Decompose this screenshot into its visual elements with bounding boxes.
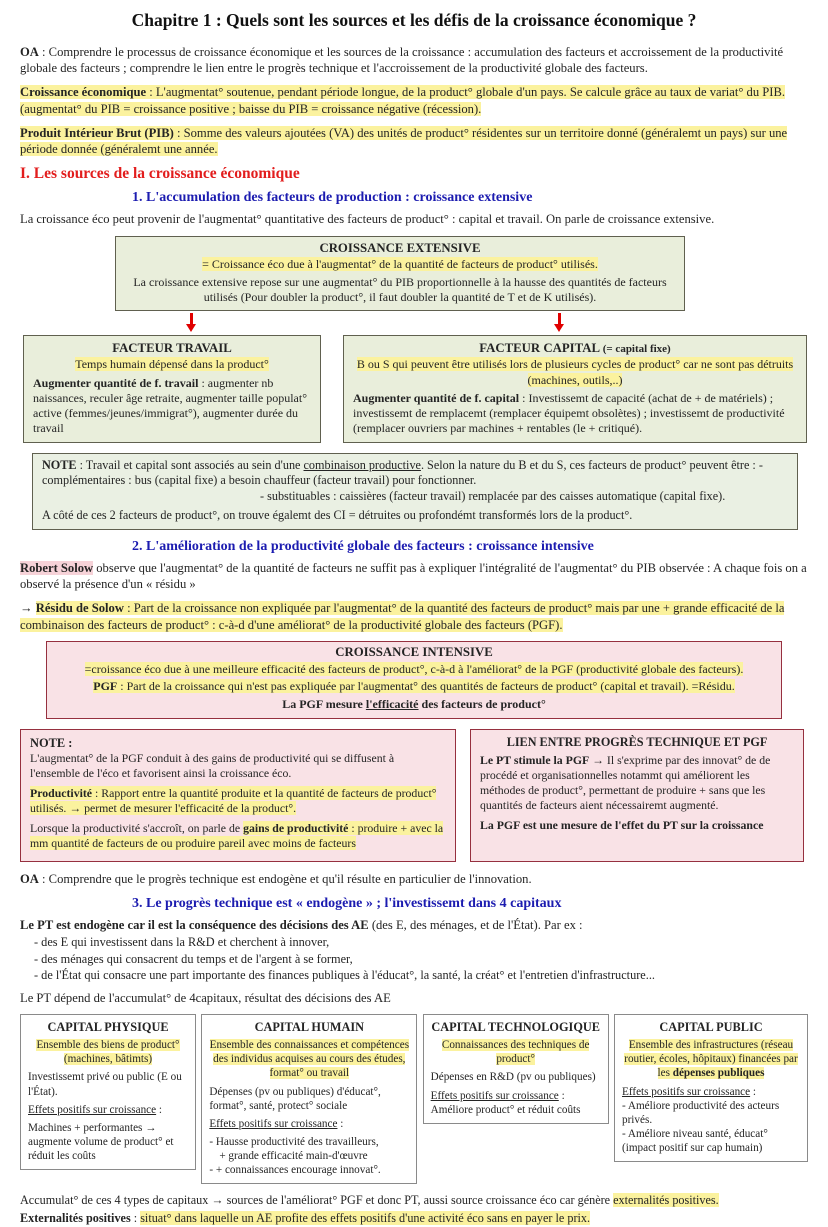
- body-lead: Augmenter quantité de f. capital: [353, 390, 520, 405]
- effects-label: [431, 1089, 601, 1103]
- definition-pib: [20, 125, 808, 157]
- highlighted-definition: =croissance éco due à une meilleure efficacité des facteurs de product°, c-à-d à l'améliorat° de la PGF (productivité globale des facteurs).: [84, 661, 744, 676]
- note-text: : Travail et capital sont associés au sein d'une: [76, 457, 304, 472]
- intensive-line-3: [54, 697, 774, 713]
- summary-post: des facteurs de product°: [418, 697, 546, 712]
- subsection-3-heading: 3. Le progrès technique est « endogène » ; l'investissemt dans 4 capitaux: [132, 895, 562, 911]
- body-lead: Augmenter quantité de f. travail: [33, 375, 199, 390]
- box-definition: [33, 357, 311, 372]
- note-box-1: [32, 453, 798, 530]
- pt-depend-paragraph: Le PT dépend de l'accumulat° de 4capitaux, résultat des décisions des AE: [20, 991, 391, 1006]
- box-body: Investissemt privé ou public (E ou l'État).: [28, 1071, 182, 1098]
- effects-item: - Améliore niveau santé, éducat° (impact positif sur cap humain): [621, 1127, 768, 1155]
- definition-croissance: [20, 84, 808, 116]
- effects-item: + grande efficacité main-d'œuvre: [219, 1150, 368, 1163]
- definition-term: Croissance économique: [20, 85, 147, 100]
- lien-paragraph-2: [480, 818, 794, 833]
- effects-label: [28, 1103, 188, 1117]
- lead-rest: (des E, des ménages, et de l'État). Par ex :: [368, 917, 583, 932]
- highlighted-definition: Ensemble des connaissances et compétences des individus acquises au cours des études, format° ou travail: [209, 1039, 410, 1080]
- subsection-1-heading: 1. L'accumulation des facteurs de production : croissance extensive: [132, 190, 533, 206]
- capitals-row: [20, 1014, 808, 1184]
- effects-item: - Améliore productivité des acteurs privés.: [621, 1099, 780, 1126]
- note2-paragraph-1: L'augmentat° de la PGF conduit à des gains de productivité qui se diffusent à l'ensemble de l'éco et favorisent ainsi la croissance éco.: [30, 750, 395, 780]
- note-label: NOTE: [42, 457, 77, 472]
- note-box-2: [20, 729, 456, 863]
- capital-public-box: [614, 1014, 808, 1162]
- note-label-text: NOTE :: [30, 735, 73, 750]
- body-text: : Investissemt de capacité (achat de + de matériels) ; investissemt de remplacemt (remplacer équipemt obsolètes) ; investissemt de productivité (remplacer ouvriers par machines + rentables (le + critiqué).: [353, 390, 785, 436]
- objective-text: : Comprendre que le progrès technique est endogène et qu'il résulte en particulier de l'innovation.: [38, 872, 532, 887]
- box-title: [353, 341, 797, 356]
- underlined-label: Effets positifs sur croissance: [621, 1085, 751, 1098]
- box-definition: [353, 357, 797, 387]
- note-text: . Selon la nature du B et du S, ces facteurs de product° peuvent être : - complémentaires : bus (capital fixe) a besoin chauffeur (facteur travail) pour fonctionner.: [42, 457, 763, 488]
- croissance-extensive-box: [115, 236, 685, 312]
- title-main: FACTEUR CAPITAL: [479, 341, 600, 356]
- box-definition: [622, 1038, 800, 1080]
- lien-lead: Le PT stimule la PGF: [480, 752, 590, 767]
- note2-paragraph-3: [30, 821, 446, 851]
- lien-pt-pgf-box: [470, 729, 804, 863]
- effects-item: - Hausse productivité des travailleurs,: [209, 1135, 379, 1148]
- box-definition: [126, 257, 674, 272]
- box-definition: [209, 1038, 409, 1080]
- label-sep: :: [750, 1085, 757, 1098]
- footer-highlight: externalités positives.: [613, 1193, 719, 1208]
- term-sep: :: [130, 1210, 141, 1225]
- definition-term: Produit Intérieur Brut (PIB): [20, 125, 174, 140]
- croissance-intensive-box: [46, 641, 782, 719]
- bullet-entreprises: - des E qui investissent dans la R&D et cherchent à innover,: [34, 934, 330, 949]
- page-title: Chapitre 1 : Quels sont les sources et les défis de la croissance économique ?: [131, 10, 697, 30]
- highlighted-definition: B ou S qui peuvent être utilisés lors de plusieurs cycles de product° car ne sont pas détruits (machines, outils,..): [356, 357, 794, 387]
- note-line-3: A côté de ces 2 facteurs de product°, on trouve égalemt des CI = détruites ou profondémt transformés lors de la product°.: [42, 508, 633, 523]
- bullet-menages: - des ménages qui consacrent du temps et de l'argent à se former,: [34, 951, 353, 966]
- productivite-text: : Rapport entre la quantité produite et la quantité de facteurs de product° utilisés. → permet de mesurer l'efficacité de la product°.: [30, 785, 437, 816]
- definition-bold: dépenses publiques: [672, 1067, 765, 1080]
- externalites-text: situat° dans laquelle un AE profite des effets positifs d'une activité éco sans en payer le prix.: [140, 1210, 591, 1225]
- box-title: CAPITAL PUBLIC: [659, 1020, 763, 1035]
- capital-physique-box: [20, 1014, 196, 1170]
- box-body: [33, 376, 311, 437]
- solow-paragraph: [20, 560, 808, 592]
- objective-label: OA: [20, 45, 39, 59]
- box-title: CROISSANCE EXTENSIVE: [319, 240, 481, 255]
- arrow-down-right-icon: [558, 313, 561, 325]
- flow-arrows: [20, 313, 808, 332]
- underlined-term: combinaison productive: [303, 457, 421, 472]
- footer-line-1: [20, 1193, 808, 1209]
- box-title: CROISSANCE INTENSIVE: [335, 644, 493, 659]
- underlined-label: Effets positifs sur croissance: [209, 1117, 338, 1130]
- pgf-term: PGF: [93, 679, 118, 694]
- pt-endogene-lead: [20, 917, 808, 933]
- solow-name: Robert Solow: [20, 560, 94, 575]
- residu-text: : Part de la croissance non expliquée par l'augmentat° de la quantité des facteurs de product° mais par une + grande efficacité de la combinaison des facteurs de product° : c-à-d d'une améliorat° de la productivité globale des facteurs (PGF).: [20, 601, 785, 632]
- subsection-2-heading: 2. L'amélioration de la productivité globale des facteurs : croissance intensive: [132, 538, 594, 554]
- effects-label: [209, 1117, 409, 1131]
- label-sep: :: [337, 1117, 344, 1130]
- highlighted-definition: Temps humain dépensé dans la product°: [75, 357, 269, 372]
- gains-pre: Lorsque la productivité s'accroît, on parle de: [30, 821, 244, 836]
- residu-paragraph: [20, 600, 808, 632]
- highlighted-definition: Ensemble des infrastructures (réseau routier, écoles, hôpitaux) financées par les: [624, 1039, 798, 1080]
- intensive-line-2: [54, 679, 774, 695]
- residu-term: Résidu de Solow: [35, 601, 124, 616]
- underlined-label: Effets positifs sur croissance: [430, 1089, 559, 1102]
- box-definition: [28, 1038, 188, 1066]
- effects-label: [622, 1085, 800, 1099]
- box-body: La croissance extensive repose sur une augmentat° du PIB proportionnelle à la hausse des quantités de facteurs utilisés (Pour doubler la product°, il faut doubler la quantité de T et de K utilisés).: [133, 274, 667, 305]
- lien-conclusion: La PGF est une mesure de l'effet du PT sur la croissance: [480, 818, 764, 833]
- facteurs-row: [23, 335, 808, 442]
- box-title: CAPITAL TECHNOLOGIQUE: [431, 1020, 600, 1035]
- label-sep: :: [156, 1103, 163, 1116]
- gains-term: gains de productivité: [243, 821, 349, 836]
- productivite-term: Productivité: [30, 785, 93, 800]
- label-sep: :: [558, 1089, 565, 1102]
- intensive-line-1: [54, 662, 774, 678]
- lien-paragraph-1: [480, 753, 794, 813]
- arrow-down-left-icon: [190, 313, 193, 325]
- highlighted-definition: = Croissance éco due à l'augmentat° de la quantité de facteurs de product° utilisés.: [202, 256, 598, 271]
- box-title: CAPITAL PHYSIQUE: [47, 1020, 169, 1035]
- box-title: CAPITAL HUMAIN: [254, 1020, 365, 1035]
- note-label: [30, 735, 446, 751]
- underlined-term: l'efficacité: [365, 697, 419, 712]
- box-body: Dépenses (pv ou publiques) d'éducat°, format°, santé, protect° sociale: [209, 1085, 381, 1112]
- capital-technologique-box: [423, 1014, 609, 1124]
- box-definition: [431, 1038, 601, 1066]
- note-line-2: - substituables : caissières (facteur travail) remplacée par des caisses automatique (capital fixe).: [260, 489, 726, 504]
- note2-paragraph-2: [30, 786, 446, 816]
- lead-bold: Le PT est endogène car il est la conséquence des décisions des AE: [20, 917, 369, 932]
- title-suffix: (= capital fixe): [600, 343, 671, 356]
- arrow-glyph: →: [20, 601, 36, 616]
- definition-text: : L'augmentat° soutenue, pendant période longue, de la product° globale d'un pays. Se calcule grâce au taux de variat° du PIB. (augmentat° du PIB = croissance positive ; baisse du PIB = croissance négative (récession).: [20, 85, 786, 116]
- objective-paragraph-1: [20, 44, 808, 76]
- footer-line-2: [20, 1211, 808, 1227]
- pgf-text: : Part de la croissance qui n'est pas expliquée par l'augmentat° des quantités de facteurs de product° (capital et travail). =Résidu.: [117, 679, 735, 694]
- summary-pre: La PGF mesure: [282, 697, 366, 712]
- bold-summary: [282, 697, 546, 711]
- box-body: [353, 391, 797, 437]
- effects-text: Améliore product° et réduit coûts: [430, 1103, 581, 1116]
- underlined-label: Effets positifs sur croissance: [28, 1103, 157, 1116]
- externalites-term: Externalités positives: [20, 1210, 131, 1225]
- subsection-1-intro: La croissance éco peut provenir de l'augmentat° quantitative des facteurs de product° : capital et travail. On parle de croissance extensive.: [20, 212, 715, 227]
- highlighted-definition: Connaissances des techniques de product°: [441, 1039, 590, 1066]
- solow-text: observe que l'augmentat° de la quantité de facteurs ne suffit pas à expliquer l'intégralité de l'augmentat° du PIB observée : A chaque fois on a observé la présence d'un « résidu »: [20, 560, 807, 592]
- body-text: : augmenter nb naissances, reculer âge retraite, augmenter taille populat° active (femmes/jeunes/immigrat°), augmenter durée du travail: [33, 375, 308, 436]
- footer-text: Accumulat° de ces 4 types de capitaux → sources de l'améliorat° PGF et donc PT, aussi source croissance éco car génère: [20, 1193, 614, 1208]
- note-lien-row: [20, 729, 808, 863]
- box-title: LIEN ENTRE PROGRÈS TECHNIQUE ET PGF: [506, 734, 768, 749]
- effects-item: - + connaissances encourage innovat°.: [209, 1164, 381, 1177]
- objective-label: OA: [20, 872, 39, 887]
- box-title: FACTEUR TRAVAIL: [112, 341, 232, 356]
- definition-text: : Somme des valeurs ajoutées (VA) des unités de product° résidentes sur un territoire donné (généralemt un pays) sur une période donnée (généralemt une année.: [20, 125, 788, 157]
- note-line-1: [42, 458, 788, 490]
- box-body: Dépenses en R&D (pv ou publiques): [430, 1071, 596, 1084]
- effects-text: Machines + performantes → augmente volume de product° et réduit les coûts: [28, 1121, 174, 1163]
- facteur-travail-box: [23, 335, 321, 442]
- gains-post: : produire + avec la mm quantité de facteurs de ou produire pareil avec moins de facteurs: [30, 821, 444, 851]
- capital-humain-box: [201, 1014, 417, 1184]
- lien-text: → Il s'exprime par des innovat° de de procédé et organisationnelles notammt qui améliorent les méthodes de product°, permettant de produire + sans que les quantités de facteurs aient nécessairemt augmenté.: [480, 752, 771, 812]
- objective-text: : Comprendre le processus de croissance économique et les sources de la croissance : accumulation des facteurs et accroissement de la productivité globale des facteurs ; comprendre le lien entre le progrès technique et l'accroissement de la productivité globale des facteurs.: [20, 45, 784, 76]
- objective-paragraph-2: [20, 871, 808, 887]
- facteur-capital-box: [343, 335, 807, 442]
- bullet-etat: - de l'État qui consacre une part importante des finances publiques à l'éducat°, la santé, la créat° et l'entretien d'infrastructure...: [34, 968, 655, 983]
- section-1-heading: I. Les sources de la croissance économique: [20, 165, 300, 183]
- highlighted-definition: Ensemble des biens de product° (machines, bâtimts): [36, 1039, 180, 1066]
